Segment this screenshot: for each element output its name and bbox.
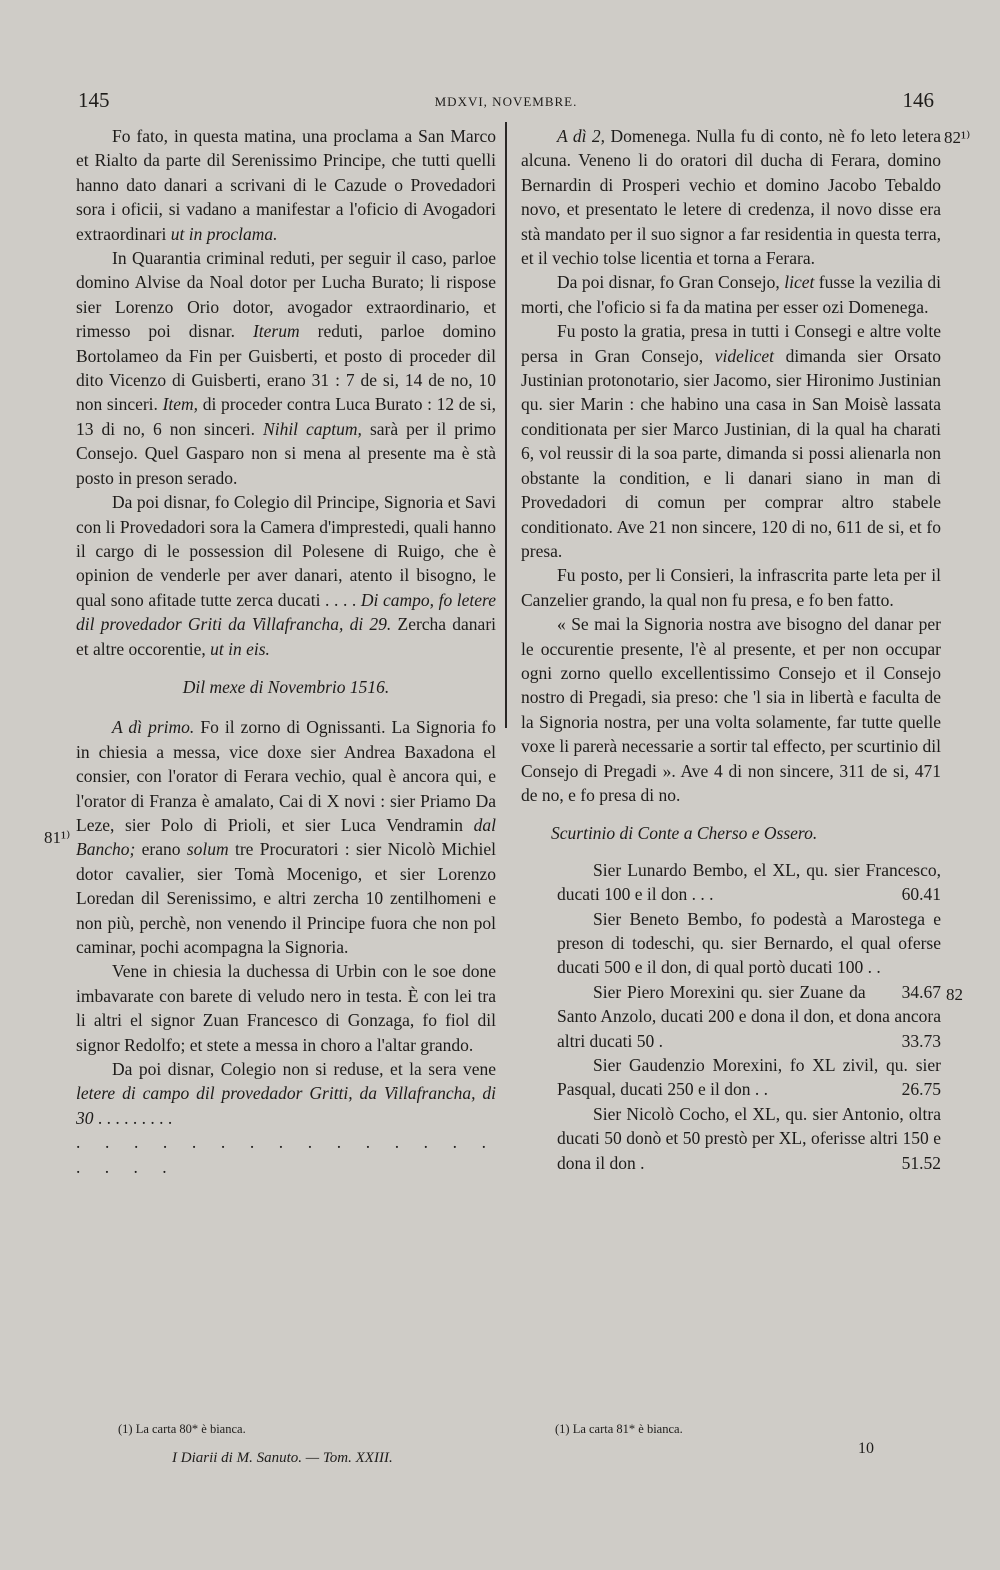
scrutiny-list: [521, 858, 941, 1175]
signature-number: 10: [858, 1440, 874, 1457]
paragraph: « Se mai la Signoria nostra ave bisogno del danar per le occurentie presente, l'è al presente, et per non occupar ogni zorno quello excellentissimo Consejo et il Consejo nostro di Pregadi, sia preso: che 'l sia in libertà e faculta de la Signoria nostra, per una volta solamente, far tutte quelle voxe li parerà necessarie a sortir tal effecto, per scurtinio dil Consejo di Pregadi ». Ave 4 di non sincere, 311 de si, 471 de no, e fo presa di no.: [521, 614, 941, 805]
header-title: MDXVI, NOVEMBRE.: [434, 94, 578, 109]
paragraph: A dì primo. Fo il zorno di Ognissanti. La Signoria fo in chiesia a messa, vice doxe sier Andrea Baxadona el consier, con l'orator di Ferara vechio, qual è ancora qui, e l'orator di Franza è amalato, Cai di X novi : sier Priamo Da Leze, sier Polo di Prioli, et sier Luca Vendramin dal Bancho; erano solum tre Procuratori : sier Nicolò Michiel dotor cavalier, sier Tomà Mocenigo, et sier Lorenzo Loredan dil Serenissimo, e altri zercha 10 zentilhomeni e non più, perchè, non venendo il Principe fuora che non pol caminar, pochi acompagna la Signoria.: [76, 717, 496, 957]
paragraph: Fo fato, in questa matina, una proclama a San Marco et Rialto da parte dil Serenissimo Principe, che tutti quelli hanno dato danari a scrivani di le Cazude o Provedadori sora i oficii, si vadano a manifestar a l'oficio di Avogadori extraordinari ut in proclama.: [76, 126, 496, 244]
right-column: [521, 124, 941, 1175]
paragraph: A dì 2, Domenega. Nulla fu di conto, nè fo leto letera alcuna. Veneno li do oratori dil ducha di Ferara, domino Bernardin di Prosperi vechio et domino Jacobo Tebaldo novo, et presentato le letere di credenza, il novo disse era stà mandato per il suo signor a far residentia in questa terra, et il vechio tolse licentia et torna a Ferara.: [521, 126, 941, 269]
section-heading: Dil mexe di Novembrio 1516.: [182, 676, 390, 697]
list-item: Sier Gaudenzio Morexini, fo XL zivil, qu. sier Pasqual, ducati 250 e il don . . 26.75: [557, 1055, 941, 1100]
list-item: Sier Nicolò Cocho, el XL, qu. sier Antonio, oltra ducati 50 donò et 50 prestò per XL, oferisse altri 150 e dona il don . 51.52: [557, 1103, 941, 1173]
book-footer: I Diarii di M. Sanuto. — Tom. XXIII.: [172, 1450, 393, 1466]
paragraph: Fu posto la gratia, presa in tutti i Consegi e altre volte persa in Gran Consejo, videlicet dimanda sier Orsato Justinian protonotario, sier Jacomo, sier Hironimo Justinian qu. sier Marin : che habino una casa in San Moisè lassata conditionata per sier Marco Justinian, di la qual ha charati 6, vol reussir di la soa parte, dimanda si possi alienarla non obstante la condition, e li danari siano in man di Provedadori di comun per comprar altro stabele conditionato. Ave 21 non sincere, 120 di no, 611 de si, et fo presa.: [521, 321, 941, 561]
paragraph: Da poi disnar, fo Gran Consejo, licet fusse la vezilia di morti, che l'oficio si fa da matina per esser ozi Domenega.: [521, 272, 941, 317]
column-divider: [505, 122, 507, 728]
list-item: Sier Beneto Bembo, fo podestà a Marostega e preson di todeschi, qu. sier Bernardo, el qual oferse ducati 500 e il don, di qual portò ducati 100 . . 34.67: [557, 908, 941, 1002]
list-item: Sier Lunardo Bembo, el XL, qu. sier Francesco, ducati 100 e il don . . . 60.41: [557, 859, 941, 905]
left-column: [76, 124, 496, 1179]
margin-mark-right-mid: 82: [946, 985, 963, 1004]
paragraph: Fu posto, per li Consieri, la infrascrita parte leta per il Canzelier grando, la qual non fu presa, e fo ben fatto.: [521, 565, 941, 610]
list-item: Sier Piero Morexini qu. sier Zuane da Santo Anzolo, ducati 200 e dona il don, et dona ancora altri ducati 50 . 33.73: [557, 981, 941, 1051]
running-header: [78, 88, 934, 118]
paragraph: Da poi disnar, fo Colegio dil Principe, Signoria et Savi con li Provedadori sora la Camera d'imprestedi, quali hanno il cargo di le possession dil Polesene di Ruigo, che è opinion de venderle per aver danari, atento il bisogno, le qual sono afitade tutte zerca ducati . . . . Di campo, fo letere dil provedador Griti da Villafrancha, di 29. Zercha danari et altre occorentie, ut in eis.: [76, 492, 497, 659]
margin-mark-right-top: 82¹⁾: [944, 128, 971, 147]
section-heading: Scurtinio di Conte a Cherso e Ossero.: [551, 823, 818, 844]
paragraph: In Quarantia criminal reduti, per seguir il caso, parloe domino Alvise da Noal dotor per Lucha Burato; li rispose sier Lorenzo Orio dotor, avogador extraordinario, et rimesso poi disnar. Iterum reduti, parloe domino Bortolameo da Fin per Guisberti, et posto di proceder dil dito Vicenzo di Guisberti, erano 31 : 7 de si, 14 de no, 10 non sinceri. Item, di proceder contra Luca Burato : 12 de si, 13 di no, 6 non sinceri. Nihil captum, sarà per il primo Consejo. Quel Gasparo non si mena al presente ma è stà posto in preson serado.: [76, 248, 496, 488]
footnote-right: (1) La carta 81* è bianca.: [555, 1422, 683, 1436]
page-number-right: 146: [902, 88, 934, 112]
footnote-left: (1) La carta 80* è bianca.: [118, 1422, 246, 1436]
paragraph: Da poi disnar, Colegio non si reduse, et la sera vene letere di campo dil provedador Gritti, da Villafrancha, di 30 . . . . . . . . .: [76, 1059, 496, 1128]
ellipsis-line: . . . . . . . . . . . . . . . . . . .: [76, 1132, 496, 1177]
paragraph: Vene in chiesia la duchessa di Urbin con le soe done imbavarate con barete di veludo nero in testa. È con lei tra li altri el signor Zuan Francesco di Gonzaga, fo fiol dil signor Redolfo; et stete a messa in choro a l'altar grando.: [76, 961, 496, 1055]
margin-mark-left: 81¹⁾: [44, 828, 71, 847]
page-number-left: 145: [78, 88, 110, 112]
